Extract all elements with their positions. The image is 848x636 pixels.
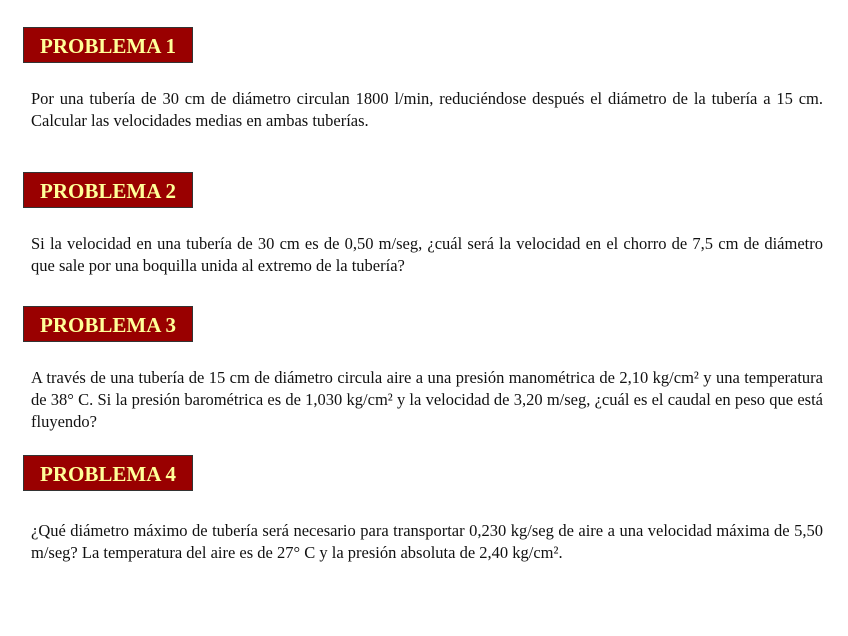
problem-3-heading: PROBLEMA 3 [23,306,193,342]
problem-2-heading: PROBLEMA 2 [23,172,193,208]
problem-3-text: A través de una tubería de 15 cm de diámetro circula aire a una presión manométrica de 2,10 kg/cm² y una temperatura de 38° C. Si la presión barométrica es de 1,030 kg/cm² y la velocidad de 3,20 m/seg, ¿cuál es el caudal en peso que está fluyendo? [31,368,823,431]
problem-1-heading: PROBLEMA 1 [23,27,193,63]
problem-1-text: Por una tubería de 30 cm de diámetro circulan 1800 l/min, reduciéndose después el diámetro de la tubería a 15 cm. Calcular las velocidades medias en ambas tuberías. [31,89,823,130]
problem-4-text: ¿Qué diámetro máximo de tubería será necesario para transportar 0,230 kg/seg de aire a una velocidad máxima de 5,50 m/seg? La temperatura del aire es de 27° C y la presión absoluta de 2,40 kg/cm². [31,521,823,562]
problem-2-text: Si la velocidad en una tubería de 30 cm es de 0,50 m/seg, ¿cuál será la velocidad en el chorro de 7,5 cm de diámetro que sale por una boquilla unida al extremo de la tubería? [31,234,823,275]
problem-4-heading: PROBLEMA 4 [23,455,193,491]
